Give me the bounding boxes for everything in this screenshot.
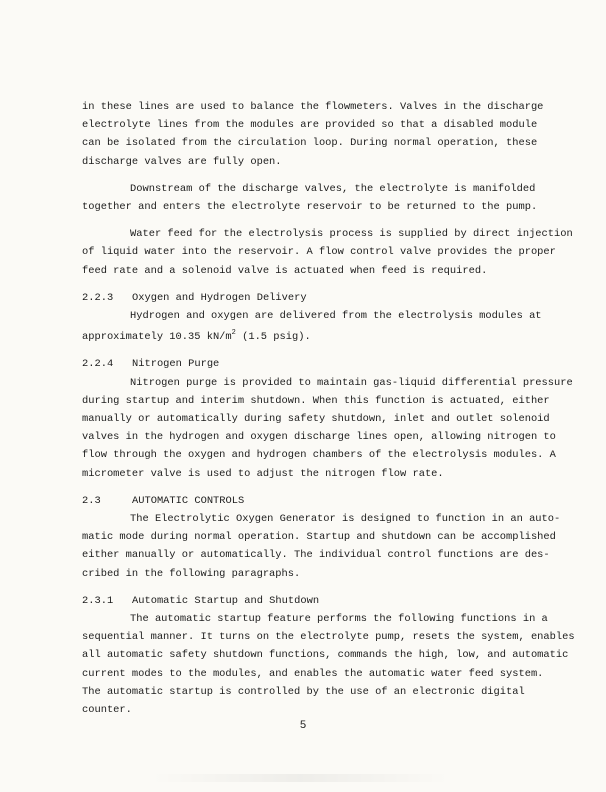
- section-title: AUTOMATIC CONTROLS: [132, 494, 245, 507]
- text-line: counter.: [82, 704, 132, 717]
- delivery-paragraph: [82, 307, 542, 346]
- superscript: 2: [231, 329, 236, 338]
- text-line: together and enters the electrolyte reservoir to be returned to the pump.: [82, 201, 538, 214]
- text-line: matic mode during normal operation. Startup and shutdown can be accomplished: [82, 531, 556, 544]
- text-line: manually or automatically during safety shutdown, inlet and outlet solenoid: [82, 413, 550, 426]
- section-number: 2.2.4: [82, 358, 114, 371]
- text-line: in these lines are used to balance the flowmeters. Valves in the discharge: [82, 101, 544, 113]
- section-title: Oxygen and Hydrogen Delivery: [132, 291, 307, 304]
- text-fragment: (1.5 psig).: [235, 331, 311, 344]
- section-heading-2-2-3: [82, 289, 532, 307]
- section-number: 2.3.1: [82, 594, 114, 607]
- text-line: [82, 328, 532, 346]
- section-heading-2-2-4: [82, 355, 532, 373]
- text-line: during startup and interim shutdown. When this function is actuated, either: [82, 394, 550, 407]
- text-line: valves in the hydrogen and oxygen discharge lines open, allowing nitrogen to: [82, 431, 556, 444]
- intro-paragraph: [82, 98, 544, 171]
- text-line: flow through the oxygen and hydrogen chambers of the electrolysis modules. A: [82, 449, 556, 462]
- scan-smudge: [150, 774, 450, 782]
- section-heading-2-3-1: [82, 592, 532, 610]
- section-heading-2-3: [82, 492, 532, 510]
- text-line: sequential manner. It turns on the electrolyte pump, resets the system, enables: [82, 631, 575, 644]
- text-line: Hydrogen and oxygen are delivered from the electrolysis modules at: [130, 310, 542, 323]
- downstream-paragraph: [82, 180, 538, 216]
- text-line: all automatic safety shutdown functions, commands the high, low, and automatic: [82, 649, 569, 662]
- text-line: cribed in the following paragraphs.: [82, 567, 301, 580]
- controls-paragraph: [82, 510, 561, 583]
- text-line: either manually or automatically. The individual control functions are des-: [82, 549, 550, 562]
- text-line: can be isolated from the circulation loop. During normal operation, these: [82, 137, 538, 150]
- text-line: micrometer valve is used to adjust the nitrogen flow rate.: [82, 467, 444, 480]
- body-text: [82, 98, 575, 719]
- section-number: 2.2.3: [82, 291, 114, 304]
- text-line: current modes to the modules, and enables the automatic water feed system.: [82, 667, 544, 680]
- text-line: The Electrolytic Oxygen Generator is designed to function in an auto-: [130, 513, 561, 526]
- section-title: Nitrogen Purge: [132, 358, 220, 371]
- text-line: electrolyte lines from the modules are provided so that a disabled module: [82, 119, 538, 132]
- startup-paragraph: [82, 610, 575, 719]
- waterfeed-paragraph: [82, 225, 573, 280]
- text-line: The automatic startup feature performs the following functions in a: [130, 613, 548, 626]
- text-line: discharge valves are fully open.: [82, 155, 282, 168]
- page-number: 5: [299, 720, 307, 732]
- section-number: 2.3: [82, 494, 101, 507]
- text-line: Water feed for the electrolysis process is supplied by direct injection: [130, 228, 573, 241]
- text-line: of liquid water into the reservoir. A flow control valve provides the proper: [82, 246, 556, 259]
- text-line: feed rate and a solenoid valve is actuated when feed is required.: [82, 264, 488, 277]
- text-line: The automatic startup is controlled by the use of an electronic digital: [82, 685, 525, 698]
- text-line: Downstream of the discharge valves, the electrolyte is manifolded: [130, 182, 536, 195]
- text-fragment: approximately 10.35 kN/m: [82, 331, 232, 344]
- text-line: Nitrogen purge is provided to maintain gas-liquid differential pressure: [130, 376, 573, 389]
- purge-paragraph: [82, 374, 573, 483]
- section-title: Automatic Startup and Shutdown: [132, 594, 320, 607]
